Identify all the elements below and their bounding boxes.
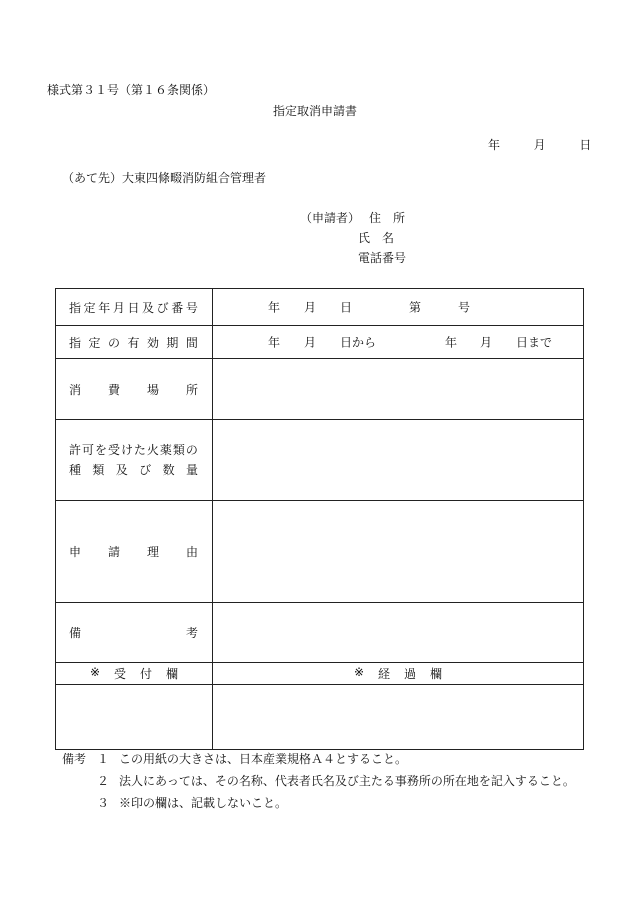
- application-reason-value-cell[interactable]: [213, 501, 584, 603]
- designation-number-suffix: 号: [458, 300, 471, 315]
- note-text: この用紙の大きさは、日本産業規格Ａ４とすること。: [119, 752, 408, 766]
- note-text: 法人にあっては、その名称、代表者氏名及び主たる事務所の所在地を記入すること。: [119, 774, 575, 788]
- designation-year-label: 年: [268, 300, 281, 315]
- table-row-remarks: [56, 603, 584, 663]
- table-row-consumption-place: [56, 359, 584, 420]
- application-reason-label: 申 請 理 由: [69, 545, 198, 559]
- receipt-header: ※ 受 付 欄: [89, 665, 179, 681]
- progress-cell: [213, 685, 584, 750]
- designation-day-label: 日: [340, 300, 353, 315]
- consumption-place-value-cell[interactable]: [213, 359, 584, 420]
- date-day-label: 日: [579, 138, 592, 152]
- explosives-type-label-line2: 種 類 及 び 数 量: [69, 463, 198, 477]
- note-text: ※印の欄は、記載しないこと。: [119, 796, 288, 810]
- receipt-header-cell: [56, 663, 213, 685]
- note-number: ２: [97, 774, 110, 788]
- table-row-application-reason: [56, 501, 584, 603]
- validity-period-label: 指 定 の 有 効 期 間: [69, 335, 198, 350]
- table-row-designation-date: [56, 289, 584, 326]
- remarks-value-cell[interactable]: [213, 603, 584, 663]
- submission-date: [488, 138, 591, 152]
- table-row-validity-period: [56, 326, 584, 359]
- validity-end-day-label: 日まで: [516, 335, 553, 350]
- note-number: １: [97, 752, 110, 766]
- validity-start-month-label: 月: [304, 335, 317, 350]
- application-form-table: [55, 288, 584, 750]
- applicant-phone-label: 電話番号: [358, 251, 407, 265]
- remarks-label: 備 考: [69, 626, 198, 640]
- table-row-explosives-type: [56, 420, 584, 501]
- explosives-type-label-cell: [56, 420, 213, 501]
- validity-period-value-cell[interactable]: [213, 326, 584, 359]
- validity-period-label-cell: [56, 326, 213, 359]
- notes-heading: 備考: [62, 752, 87, 766]
- designation-month-label: 月: [304, 300, 317, 315]
- consumption-place-label-cell: [56, 359, 213, 420]
- applicant-label: （申請者）: [300, 211, 361, 225]
- document-title: 指定取消申請書: [272, 104, 357, 118]
- addressee: （あて先）大東四條畷消防組合管理者: [62, 171, 267, 185]
- date-month-label: 月: [533, 138, 546, 152]
- designation-date-value-cell[interactable]: [213, 289, 584, 326]
- progress-header: ※ 経 過 欄: [353, 665, 443, 681]
- explosives-type-label-line1: 許 可 を 受 け た 火 薬 類 の: [69, 443, 198, 457]
- remarks-label-cell: [56, 603, 213, 663]
- validity-start-day-label: 日から: [340, 335, 377, 350]
- table-row-office-use: [56, 685, 584, 750]
- consumption-place-label: 消 費 場 所: [69, 382, 198, 397]
- applicant-address-label: 住 所: [369, 211, 406, 225]
- designation-date-label: 指 定 年 月 日 及 び 番 号: [69, 300, 198, 315]
- receipt-cell: [56, 685, 213, 750]
- designation-number-prefix: 第: [409, 300, 422, 315]
- designation-date-label-cell: [56, 289, 213, 326]
- progress-header-cell: [213, 663, 584, 685]
- date-year-label: 年: [488, 138, 501, 152]
- explosives-type-value-cell[interactable]: [213, 420, 584, 501]
- application-reason-label-cell: [56, 501, 213, 603]
- applicant-name-label: 氏 名: [358, 231, 395, 245]
- form-number: 様式第３１号（第１６条関係）: [47, 83, 216, 97]
- validity-end-year-label: 年: [445, 335, 458, 350]
- note-number: ３: [97, 796, 110, 810]
- table-row-office-headers: [56, 663, 584, 685]
- validity-start-year-label: 年: [268, 335, 281, 350]
- validity-end-month-label: 月: [480, 335, 493, 350]
